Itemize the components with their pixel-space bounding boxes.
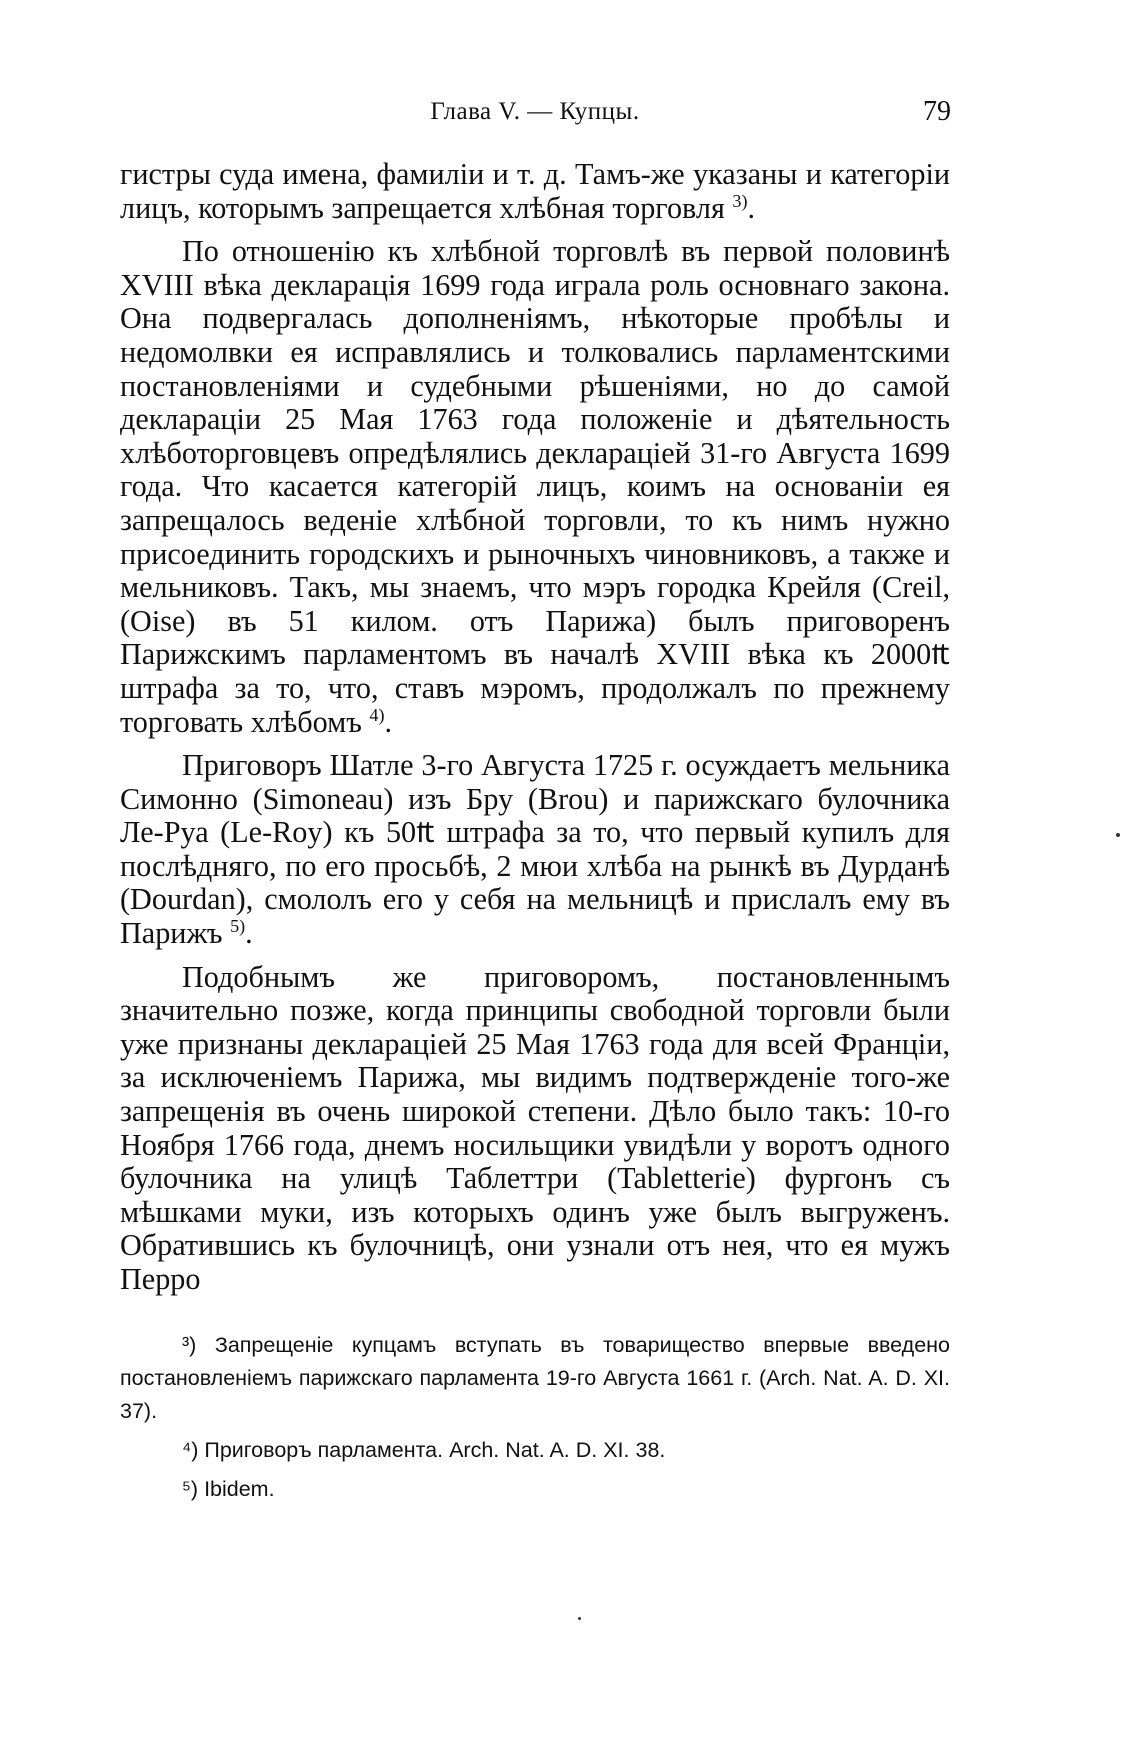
paragraph [120, 235, 950, 739]
footnote-text: Ibidem. [204, 1476, 275, 1501]
paragraph-text: Подобнымъ же приговоромъ, постановленнымъ значительно позже, когда принципы свободной торговли были уже признаны деклараціей 25 Мая 1763 года для всей Франціи, за исключеніемъ Парижа, мы видимъ подтвержденіе того-же запрещенія въ очень широкой степени. Дѣло было такъ: 10-го Ноября 1766 года, днемъ носильщики увидѣли у воротъ одного булочника на улицѣ Таблеттри (Tabletterie) фургонъ съ мѣшками муки, изъ которыхъ одинъ уже былъ выгруженъ. Обратившись къ булочницѣ, они узнали отъ нея, что ея мужъ Перро [120, 959, 950, 1296]
footnote-ref: 3) [732, 190, 748, 211]
paragraph [120, 749, 950, 951]
paragraph-text: гистры суда имена, фамиліи и т. д. Тамъ-же указаны и категоріи лицъ, которымъ запрещается хлѣбная торговля [120, 157, 950, 225]
book-page [120, 92, 950, 1512]
print-speck [1116, 833, 1120, 837]
footnote-text: Приговоръ парламента. Arch. Nat. A. D. XI. 38. [204, 1437, 666, 1462]
footnote-ref: 5) [230, 916, 246, 936]
paragraph [120, 961, 950, 1297]
paragraph-tail: . [747, 190, 756, 225]
page-number: 79 [923, 96, 951, 127]
footnote-mark: ⁴) [182, 1437, 199, 1462]
paragraph-text: По отношенію къ хлѣбной торговлѣ въ первой половинѣ XVIII вѣка декларація 1699 года играла роль основнаго закона. Она подвергалась дополненіямъ, нѣкоторые пробѣлы и недомолвки ея исправлялись и толковались парламентскими постановленіями и судебными рѣшеніями, но до самой деклараціи 25 Мая 1763 года положеніе и дѣятельность хлѣботорговцевъ опредѣлялись деклараціей 31-го Августа 1699 года. Что касается категорій лицъ, коимъ на основаніи ея запрещалось веденіе хлѣбной торговли, то къ нимъ нужно присоединить городскихъ и рыночныхъ чиновниковъ, а также и мельниковъ. Такъ, мы знаемъ, что мэръ городка Крейля (Creil, (Oise) въ 51 килом. отъ Парижа) былъ приговоренъ Парижскимъ парламентомъ въ началѣ XVIII вѣка къ 2000₶ штрафа за то, что, ставъ мэромъ, продолжалъ по прежнему торговать хлѣбомъ [120, 234, 950, 739]
footnote-mark: ³) [182, 1332, 197, 1357]
paragraph [120, 158, 950, 225]
chapter-title: Глава V. — Купцы. [430, 98, 640, 125]
footnote [120, 1434, 950, 1467]
footnote-mark: ⁵) [182, 1476, 199, 1501]
paragraph-text: Приговоръ Шатле 3-го Августа 1725 г. осуждаетъ мельника Симонно (Simoneau) изъ Бру (Brou) и парижскаго булочника Ле-Руа (Le-Roy) къ 50₶ штрафа за то, что первый купилъ для послѣдняго, по его просьбѣ, 2 мюи хлѣба на рынкѣ въ Дурданѣ (Dourdan), смололъ его у себя на мельницѣ и прислалъ ему въ Парижъ [120, 748, 950, 951]
footnote-text: Запрещеніе купцамъ вступать въ товарищество впервые введено постановленіемъ парижскаго парламента 19-го Августа 1661 г. (Arch. Nat. A. D. XI. 37). [120, 1332, 950, 1423]
footnote-separator [120, 1297, 950, 1317]
print-speck [578, 1617, 581, 1620]
footnote [120, 1473, 950, 1506]
paragraph-tail: . [384, 704, 393, 739]
running-head [120, 92, 950, 136]
footnote-ref: 4) [369, 704, 385, 725]
body-text [120, 158, 950, 1297]
footnote [120, 1329, 950, 1428]
paragraph-tail: . [245, 916, 253, 951]
footnotes [120, 1329, 950, 1506]
